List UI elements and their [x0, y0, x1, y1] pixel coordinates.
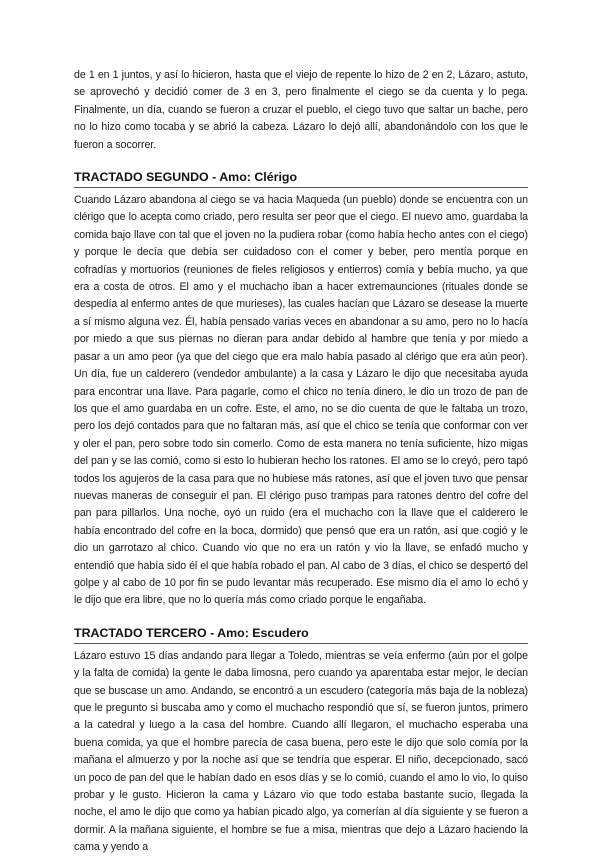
- section-body-tractado-tercero: Lázaro estuvo 15 días andando para llegar a Toledo, mientras se veía enfermo (aún por el golpe y la falta de comida) la gente le daba limosna, pero cuando ya aparentaba estar mejor, le decían que se buscase un amo. Andando, se encontró a un escudero (categoría más baja de la nobleza) que le pregunto si buscaba amo y como el muchacho respondió que sí, se fueron juntos, primero a la catedral y luego a la casa del hombre. Cuando allí llegaron, el muchacho esperaba una buena comida, ya que el hombre parecía de casa buena, pero este le dijo que solo comía por la mañana el almuerzo y por la noche así que se tendría que esperar. El niño, decepcionado, sacó un poco de pan del que le habían dado en esos días y se lo comió, cuando el amo lo vio, lo quiso probar y le gusto. Hicieron la cama y Lázaro vio que todo estaba bastante sucio, llegada la noche, el amo le dijo que como ya habían picado algo, ya comerían al día siguiente y se fueron a dormir. A la mañana siguiente, el hombre se fue a misa, mientras que dejo a Lázaro haciendo la cama y yendo a: [74, 649, 528, 854]
- opening-paragraph: de 1 en 1 juntos, y así lo hicieron, hasta que el viejo de repente lo hizo de 2 en 2, Lázaro, astuto, se aprovechó y decidió comer de 3 en 3, pero finalmente el ciego se da cuenta y lo pega. Finalmente, un día, cuando se fueron a cruzar el pueblo, el ciego tuvo que saltar un bache, pero no lo hizo como tocaba y se abrió la cabeza. Lázaro lo dejó allí, abandonándolo con los que le fueron a socorrer.: [74, 69, 528, 151]
- section-heading-tractado-tercero: [74, 625, 528, 644]
- section-heading-tractado-segundo: [74, 169, 528, 188]
- document-page: [74, 67, 528, 857]
- section-heading-subtitle: - Amo: Escudero: [206, 625, 309, 640]
- section-heading-title: TRACTADO TERCERO: [74, 625, 207, 640]
- section-heading-subtitle: - Amo: Clérigo: [208, 170, 298, 185]
- section-heading-title: TRACTADO SEGUNDO: [74, 170, 209, 185]
- section-body-tractado-segundo: Cuando Lázaro abandona al ciego se va hacia Maqueda (un pueblo) donde se encuentra con un clérigo que lo acepta como criado, pero resulta ser peor que el ciego. El nuevo amo, guardaba la comida bajo llave con tal que el joven no la pudiera robar (como había hecho antes con el ciego) y porque le decía que debía ser cuidadoso con el comer y beber, pero mentía porque en cofradías y mortuorios (reuniones de fieles religiosos y entierros) comía y bebía mucho, ya que era a costa de otros. El amo y el muchacho iban a hacer extremaunciones (rituales donde se despedía al enfermo antes de que murieses), las cuales hacían que Lázaro se desease la muerte a sí mismo alguna vez. Él, había pensado varias veces en abandonar a su amo, pero no lo hacía por miedo a que sus piernas no dieran para andar debido al hambre que tenía y por miedo a pasar a un amo peor (ya que del ciego que era malo había pasado al clérigo que era aún peor). Un día, fue un calderero (vendedor ambulante) a la casa y Lázaro le dijo que necesitaba ayuda para encontrar una llave. Para pagarle, como el chico no tenía dinero, le dio un trozo de pan de los que el amo guardaba en un cofre. Este, el amo, no se dio cuenta de que le faltaba un trozo, pero los dejó contados para que no faltaran más, así que el chico se tenía que conformar con ver y oler el pan, pero sobre todo sin comerlo. Como de esta manera no tenía suficiente, hizo migas del pan y se las comió, como si esto lo hubieran hecho los ratones. El amo se lo creyó, pero tapó todos los agujeros de la casa para que no hubiese más ratones, así que el joven tuvo que pensar nuevas maneras de conseguir el pan. El clérigo puso trampas para ratones dentro del cofre del pan para pillarlos. Una noche, oyó un ruido (era el muchacho con la llave que el calderero le había encontrado del cofre en la boca, dormido) que pensó que era un ratón, así que cogió y le dio un garrotazo al chico. Cuando vio que no era un ratón y vio la llave, se enfadó mucho y entendió que había sido él el que había robado el pan. Al cabo de 3 días, el chico se despertó del golpe y al cabo de 10 por fin se pudo levantar más recuperado. Ese mismo día el amo lo echó y le dijo que era libre, que no lo quería más como criado porque le engañaba.: [74, 194, 528, 607]
